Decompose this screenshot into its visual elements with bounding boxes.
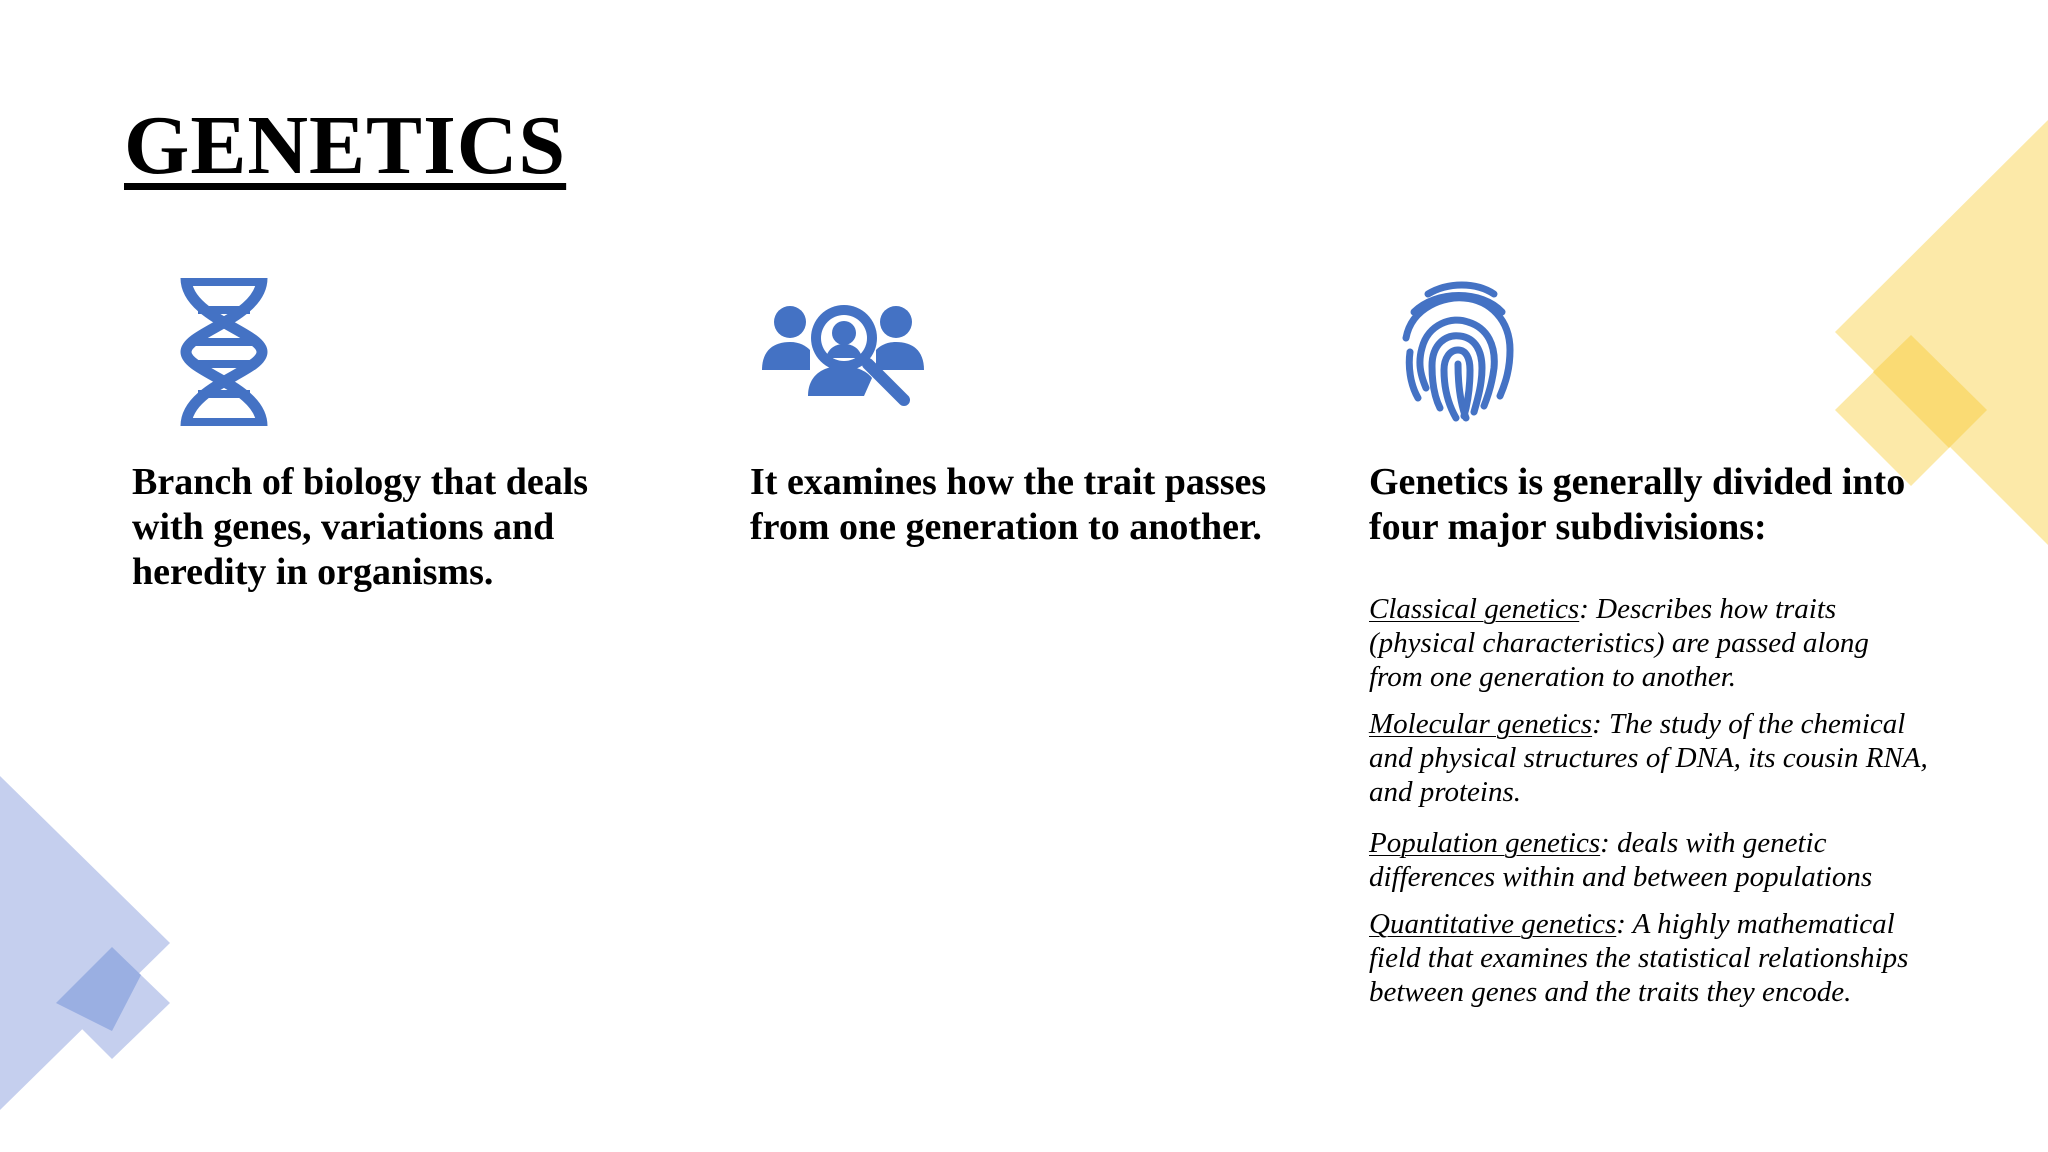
subdivisions-list <box>1369 592 1929 1022</box>
column-2-text: It examines how the trait passes from one generation to another. <box>750 461 1267 548</box>
subdivision-term: Molecular genetics <box>1369 708 1593 740</box>
subdivision-classical <box>1369 592 1929 694</box>
subdivision-quantitative <box>1369 907 1929 1009</box>
people-search-icon <box>760 296 926 408</box>
fingerprint-icon <box>1398 280 1518 424</box>
subdivision-term: Quantitative genetics <box>1369 908 1617 940</box>
column-1-text: Branch of biology that deals with genes, variations and heredity in organisms. <box>132 461 589 593</box>
subdivision-molecular <box>1369 707 1929 809</box>
slide-title: GENETICS <box>124 99 567 192</box>
subdivision-desc: : A highly mathematical field that examines the statistical relationships between genes and the traits they encode. <box>1369 908 1909 1008</box>
subdivision-desc: : The study of the chemical and physical structures of DNA, its cousin RNA, and proteins. <box>1369 708 1928 808</box>
dna-icon <box>178 276 270 428</box>
subdivision-desc: : deals with genetic differences within and between populations <box>1369 827 1873 893</box>
blue-diamond-large <box>0 776 170 1110</box>
column-3-text: Genetics is generally divided into four major subdivisions: <box>1369 461 1906 548</box>
subdivision-term: Classical genetics <box>1369 593 1580 625</box>
subdivision-population <box>1369 826 1929 894</box>
subdivision-desc: : Describes how traits (physical characteristics) are passed along from one generation to another. <box>1369 593 1869 693</box>
subdivision-term: Population genetics <box>1369 827 1601 859</box>
